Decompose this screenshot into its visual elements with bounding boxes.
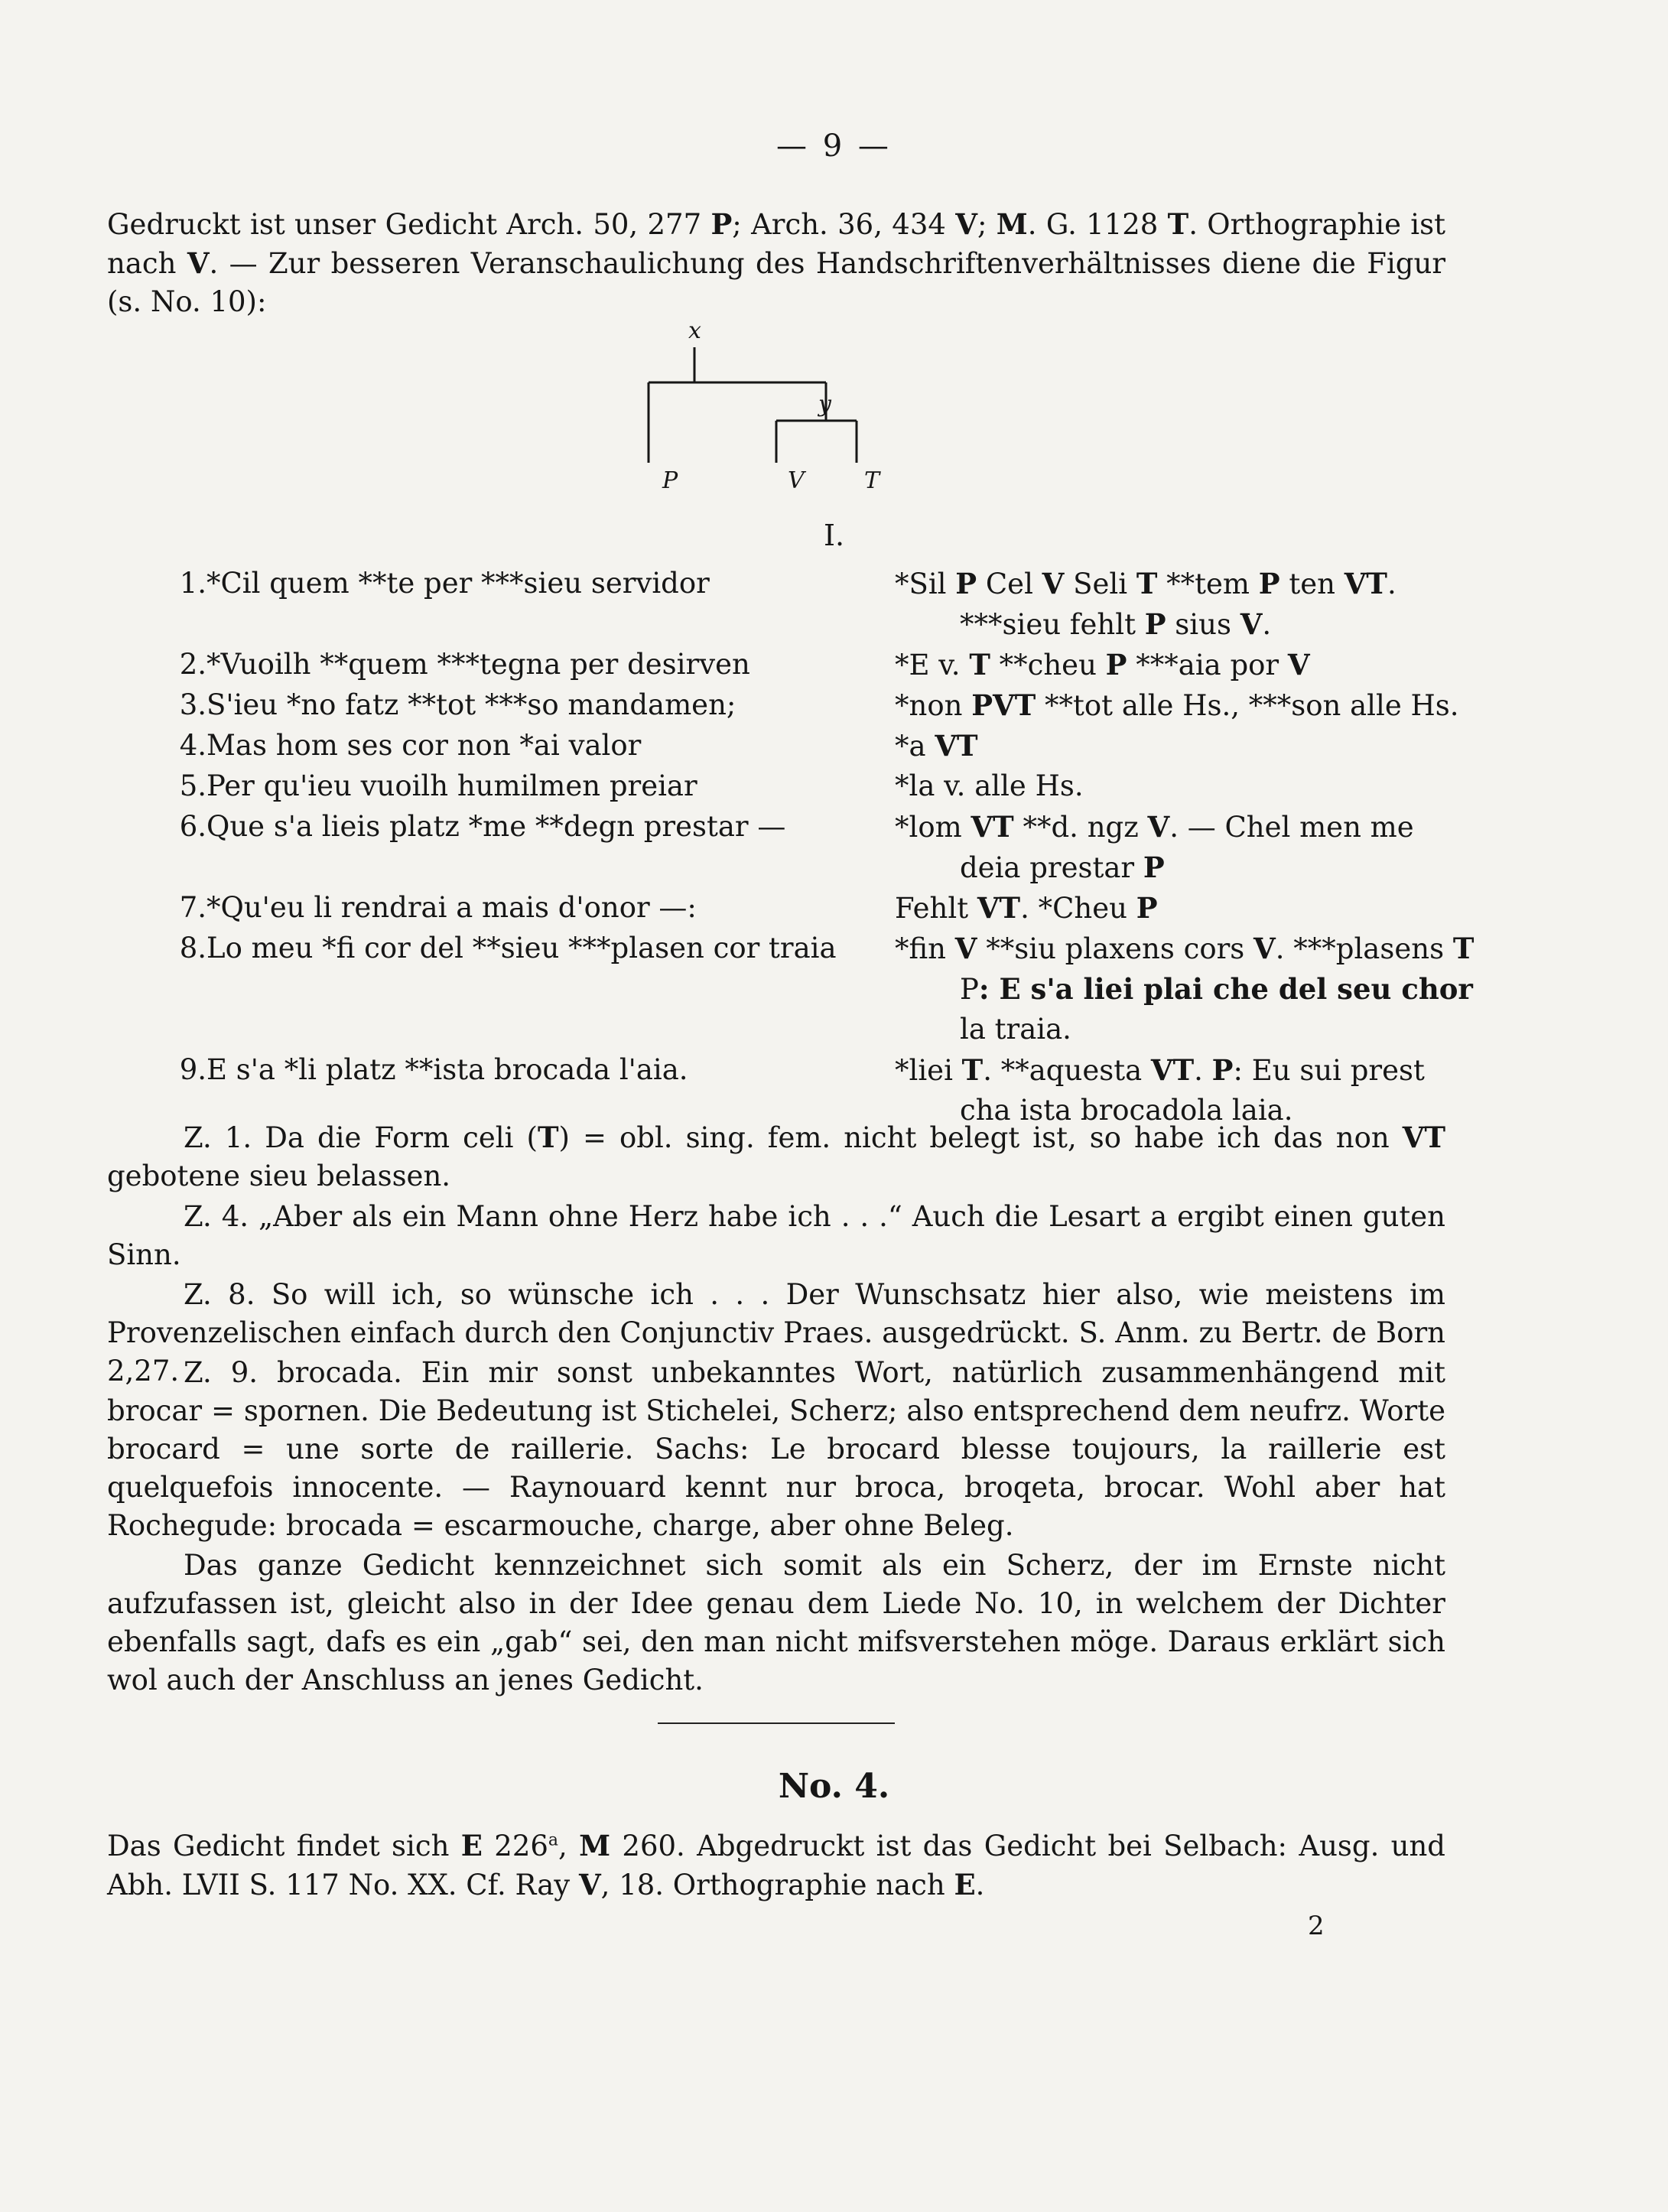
siglum: V [1240, 607, 1263, 641]
text-run: . **aquesta [983, 1054, 1151, 1087]
text-run: ten [1279, 568, 1344, 600]
siglum: T [1167, 207, 1189, 241]
text-run: . — Chel men me [1169, 811, 1414, 844]
verse-row [107, 564, 1445, 603]
verse-text: Mas hom ses cor non *ai valor [206, 729, 642, 762]
siglum: PVT [971, 688, 1036, 722]
verse-text: *Cil quem **te per ***sieu servidor [206, 567, 710, 600]
siglum: T [1136, 567, 1158, 600]
siglum: : E s'a liei plai che del seu chor [978, 972, 1473, 1006]
text-run: Seli [1064, 568, 1136, 600]
verse-row [107, 970, 1473, 1008]
text-run: *a [895, 730, 935, 763]
text-run: Fehlt [895, 892, 977, 925]
siglum: V [187, 246, 210, 280]
text-run: gebotene sieu belassen. [107, 1160, 451, 1192]
text-run: . [1262, 608, 1272, 641]
siglum: P [1144, 607, 1166, 641]
verse-number: 8. [179, 932, 206, 964]
siglum: VT [977, 891, 1021, 925]
text-run: Gedruckt ist unser Gedicht Arch. 50, 277 [107, 208, 711, 241]
page-number: — 9 — [776, 128, 892, 164]
variant-readings [895, 686, 1459, 725]
note-paragraph [107, 1118, 1445, 1195]
text-run: *lom [895, 811, 971, 844]
text-run: la traia. [960, 1013, 1071, 1046]
note-paragraph [107, 1198, 1445, 1274]
text-run: : Eu sui prest [1233, 1054, 1425, 1087]
stemma-label-p: P [662, 467, 678, 494]
text-run: . [975, 1869, 985, 1901]
text-run: *liei [895, 1054, 962, 1087]
siglum: VT [935, 729, 978, 763]
siglum: VT [1150, 1053, 1195, 1087]
verse-text: Per qu'ieu vuoilh humilmen preiar [206, 769, 697, 802]
verse-text: *Vuoilh **quem ***tegna per desirven [206, 648, 750, 681]
no4-paragraph [107, 1827, 1445, 1905]
text-run: Z. 9. brocada. Ein mir sonst unbekanntes Wort, natürlich zusammenhängend mit brocar = spornen. Die Bedeutung ist Stichelei, Scherz; also entsprechend dem neufrz. Worte brocard = une sorte de raillerie. Sachs: Le brocard blesse toujours, la raillerie est quelquefois innocente. — Raynouard kennt nur broca, broqeta, brocar. Wohl aber hat Rochegude: brocada = escarmouche, charge, aber ohne Beleg. [107, 1356, 1445, 1542]
text-run: Das Gedicht findet sich [107, 1830, 461, 1862]
text-run: deia prestar [960, 851, 1143, 884]
variant-readings [960, 970, 1510, 1009]
stemma-label-y: y [818, 391, 831, 418]
verse-text: *Qu'eu li rendrai a mais d'onor —: [206, 891, 697, 924]
text-run: . *Cheu [1020, 892, 1136, 925]
siglum: V [1147, 810, 1170, 844]
siglum: V [955, 207, 977, 241]
text-run: ***aia por [1127, 649, 1288, 681]
siglum: E [954, 1868, 976, 1901]
verse-row [107, 1051, 1445, 1089]
verse-row [107, 767, 1445, 805]
verse-text: Lo meu *fi cor del **sieu ***plasen cor traia [206, 932, 837, 964]
siglum: V [954, 932, 977, 965]
verse-number: 2. [179, 648, 206, 681]
verse-row [107, 929, 1475, 968]
text-run: Z. 1. Da die Form celi ( [184, 1121, 538, 1154]
siglum: E [460, 1829, 483, 1862]
text-run: **tot alle Hs., ***son alle Hs. [1036, 689, 1459, 722]
verse-number: 5. [179, 769, 206, 802]
variant-readings [960, 848, 1510, 887]
text-run: Z. 4. „Aber als ein Mann ohne Herz habe ich . . .“ Auch die Lesart a ergibt einen guten Sinn. [107, 1200, 1445, 1271]
text-run: *E v. [895, 649, 970, 681]
verse-row [107, 808, 1445, 846]
variant-readings [960, 1010, 1510, 1049]
text-run: P [960, 973, 979, 1006]
note-paragraph [107, 1547, 1445, 1700]
verse-row [107, 646, 1445, 684]
variant-readings [895, 767, 1445, 805]
text-run: . ***plasens [1275, 932, 1453, 965]
siglum: VT [1344, 567, 1387, 600]
note-paragraph [107, 1354, 1445, 1545]
text-run: 226 [482, 1830, 548, 1862]
siglum: V [578, 1868, 601, 1901]
no4-title: No. 4. [778, 1767, 890, 1806]
text-run: *Sil [895, 568, 956, 600]
siglum: V [1287, 648, 1310, 681]
text-run: *non [895, 689, 972, 722]
siglum: T [1452, 932, 1475, 965]
siglum: M [579, 1829, 611, 1862]
text-run: . G. 1128 [1027, 208, 1168, 241]
siglum: V [1042, 567, 1065, 600]
section-divider [658, 1722, 895, 1724]
siglum: P [710, 207, 733, 241]
verse-number: 3. [179, 688, 206, 721]
verse-text: Que s'a lieis platz *me **degn prestar — [206, 810, 786, 843]
siglum: VT [971, 810, 1014, 844]
siglum: VT [1402, 1121, 1445, 1154]
stemma-label-t: T [864, 467, 880, 494]
variant-readings [895, 646, 1445, 685]
text-run: . [1387, 568, 1397, 600]
siglum: P [1136, 891, 1158, 925]
text-run: . [1194, 1054, 1212, 1087]
text-run: ) = obl. sing. fem. nicht belegt ist, so habe ich das non [558, 1121, 1403, 1154]
variant-readings [895, 1051, 1445, 1090]
text-run: , [558, 1830, 580, 1862]
text-run: *la v. alle Hs. [895, 769, 1084, 802]
intro-paragraph [107, 205, 1445, 321]
verse-number: 7. [179, 891, 206, 924]
section-number: I. [823, 519, 845, 552]
text-run: 260. Abgedruckt ist das Gedicht bei Selbach: Ausg. und Abh. LVII S. 117 No. XX. Cf. Ray [107, 1830, 1445, 1901]
verse-row [107, 848, 1445, 886]
siglum: P [955, 567, 977, 600]
siglum: V [1253, 932, 1276, 965]
text-run: ; [977, 208, 997, 241]
siglum: M [996, 207, 1028, 241]
text-run: . Orthographie ist nach [107, 208, 1445, 280]
variant-readings [960, 605, 1510, 644]
text-run: **siu plaxens cors [977, 932, 1254, 965]
verse-number: 6. [179, 810, 206, 843]
variant-readings [895, 889, 1445, 928]
siglum: P [1105, 648, 1127, 681]
text-run: **tem [1157, 568, 1259, 600]
stemma-label-x: x [688, 321, 701, 344]
variant-readings [895, 929, 1475, 968]
siglum: T [961, 1053, 984, 1087]
text-run: Z. 8. So will ich, so wünsche ich . . . Der Wunschsatz hier also, wie meistens im Provenzelischen einfach durch den Conjunctiv Praes. ausgedrückt. S. Anm. zu Bertr. de Born 2,27. [107, 1278, 1445, 1387]
verse-row [107, 727, 1445, 765]
verse-number: 1. [179, 567, 206, 600]
siglum: T [969, 648, 990, 681]
siglum: P [1258, 567, 1280, 600]
text-run: cha ista brocadola laia. [960, 1094, 1293, 1127]
stemma-diagram [642, 321, 902, 505]
text-run: ; Arch. 36, 434 [732, 208, 956, 241]
superscript: a [548, 1830, 559, 1850]
text-run: **d. ngz [1013, 811, 1148, 844]
variant-readings [895, 727, 1445, 766]
siglum: P [1211, 1053, 1234, 1087]
text-run: ***sieu fehlt [960, 608, 1145, 641]
text-run: **cheu [990, 649, 1106, 681]
signature-mark: 2 [1308, 1911, 1325, 1941]
verse-number: 9. [179, 1053, 206, 1086]
siglum: P [1143, 851, 1165, 884]
verse-row [107, 889, 1445, 927]
text-run: Das ganze Gedicht kennzeichnet sich somit als ein Scherz, der im Ernste nicht aufzufassen ist, gleicht also in der Idee genau dem Liede No. 10, in welchem der Dichter ebenfalls sagt, dafs es ein „gab“ sei, den man nicht mifsverstehen möge. Daraus erklärt sich wol auch der Anschluss an jenes Gedicht. [107, 1549, 1445, 1696]
variant-readings [895, 564, 1445, 603]
text-run: Cel [977, 568, 1042, 600]
verse-text: S'ieu *no fatz **tot ***so mandamen; [206, 688, 736, 721]
verse-text: E s'a *li platz **ista brocada l'aia. [206, 1053, 688, 1086]
stemma-label-v: V [788, 467, 805, 494]
text-run: . — Zur besseren Veranschaulichung des Handschriftenverhältnisses diene die Figur (s. No. 10): [107, 247, 1446, 318]
text-run: sius [1166, 608, 1240, 641]
text-run: *fin [895, 932, 955, 965]
verse-row [107, 605, 1445, 643]
verse-row [107, 1010, 1445, 1049]
variant-readings [895, 808, 1445, 847]
text-run: , 18. Orthographie nach [600, 1869, 954, 1901]
siglum: T [537, 1121, 559, 1154]
verse-number: 4. [179, 729, 206, 762]
verse-row [107, 686, 1459, 724]
